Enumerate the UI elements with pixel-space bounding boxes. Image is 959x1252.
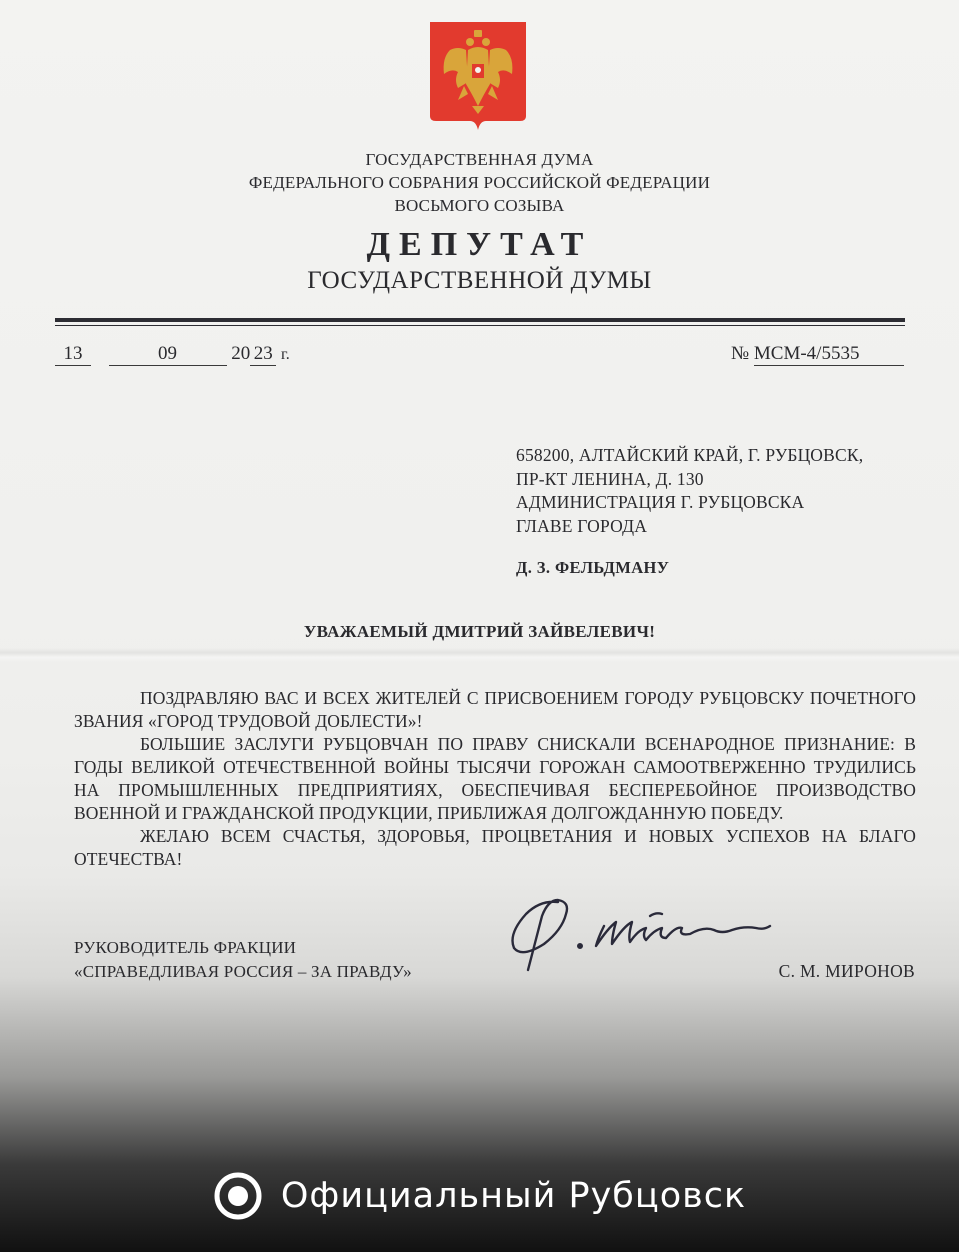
org-line-3: ВОСЬМОГО СОЗЫВА <box>394 196 565 215</box>
date-year-prefix: 20 <box>231 343 251 364</box>
number-value: МСМ-4/5535 <box>754 343 904 366</box>
recipient-address <box>516 444 863 538</box>
letter-body <box>74 687 916 871</box>
date-day: 13 <box>55 343 91 366</box>
number-label: № <box>731 343 750 364</box>
address-line-1: 658200, АЛТАЙСКИЙ КРАЙ, Г. РУБЦОВСК, <box>516 445 864 465</box>
date-field <box>55 343 290 366</box>
paragraph-3: ЖЕЛАЮ ВСЕМ СЧАСТЬЯ, ЗДОРОВЬЯ, ПРОЦВЕТАНИЯ И НОВЫХ УСПЕХОВ НА БЛАГО ОТЕЧЕСТВА! <box>74 826 916 869</box>
header-rule-thick <box>55 318 905 322</box>
address-line-2: ПР-КТ ЛЕНИНА, Д. 130 <box>516 468 704 489</box>
paragraph-1: ПОЗДРАВЛЯЮ ВАС И ВСЕХ ЖИТЕЛЕЙ С ПРИСВОЕНИЕМ ГОРОДУ РУБЦОВСКУ ПОЧЕТНОГО ЗВАНИЯ «ГОРОД ТРУДОВОЙ ДОБЛЕСТИ»! <box>74 688 916 731</box>
address-line-3: АДМИНИСТРАЦИЯ Г. РУБЦОВСКА <box>516 492 805 512</box>
watermark-brand <box>0 1168 959 1224</box>
ring-dot-icon <box>213 1171 263 1221</box>
org-line-1: ГОСУДАРСТВЕННАЯ ДУМА <box>365 150 594 169</box>
letter-greeting: УВАЖАЕМЫЙ ДМИТРИЙ ЗАЙВЕЛЕВИЧ! <box>303 622 656 641</box>
org-line-2: ФЕДЕРАЛЬНОГО СОБРАНИЯ РОССИЙСКОЙ ФЕДЕРАЦИИ <box>248 173 711 192</box>
letterhead-title: ДЕПУТАТ <box>366 226 593 263</box>
position-line-1: РУКОВОДИТЕЛЬ ФРАКЦИИ <box>74 938 297 957</box>
signatory-position <box>74 936 412 984</box>
paragraph-2: БОЛЬШИЕ ЗАСЛУГИ РУБЦОВЧАН ПО ПРАВУ СНИСКАЛИ ВСЕНАРОДНОЕ ПРИЗНАНИЕ: В ГОДЫ ВЕЛИКОЙ ОТЕЧЕСТВЕННОЙ ВОЙНЫ ТЫСЯЧИ ГОРОЖАН САМООТВЕРЖЕННО ТРУДИЛИСЬ НА ПРОМЫШЛЕННЫХ ПРЕДПРИЯТИЯХ, ОБЕСПЕЧИВАЯ БЕСПЕРЕБОЙНОЕ ПРОИЗВОДСТВО ВОЕННОЙ И ГРАЖДАНСКОЙ ПРОДУКЦИИ, ПРИБЛИЖАЯ ДОЛГОЖДАННУЮ ПОБЕДУ. <box>74 734 916 823</box>
handwritten-signature-icon <box>500 886 780 976</box>
date-year-suffix: 23 <box>250 343 276 366</box>
letterhead-subtitle: ГОСУДАРСТВЕННОЙ ДУМЫ <box>307 267 652 294</box>
position-line-2: «СПРАВЕДЛИВАЯ РОССИЯ – ЗА ПРАВДУ» <box>74 962 412 981</box>
date-month: 09 <box>109 343 227 366</box>
coat-of-arms-icon <box>428 20 528 132</box>
signatory-name: С. М. МИРОНОВ <box>778 961 915 981</box>
address-line-4: ГЛАВЕ ГОРОДА <box>516 515 648 536</box>
recipient-name: Д. З. ФЕЛЬДМАНУ <box>516 558 670 577</box>
document-number <box>731 343 904 366</box>
header-rule-thin <box>55 325 905 326</box>
watermark-text: Официальный Рубцовск <box>280 1176 747 1216</box>
paper-fold <box>0 648 959 662</box>
date-year-mark: г. <box>281 346 290 363</box>
